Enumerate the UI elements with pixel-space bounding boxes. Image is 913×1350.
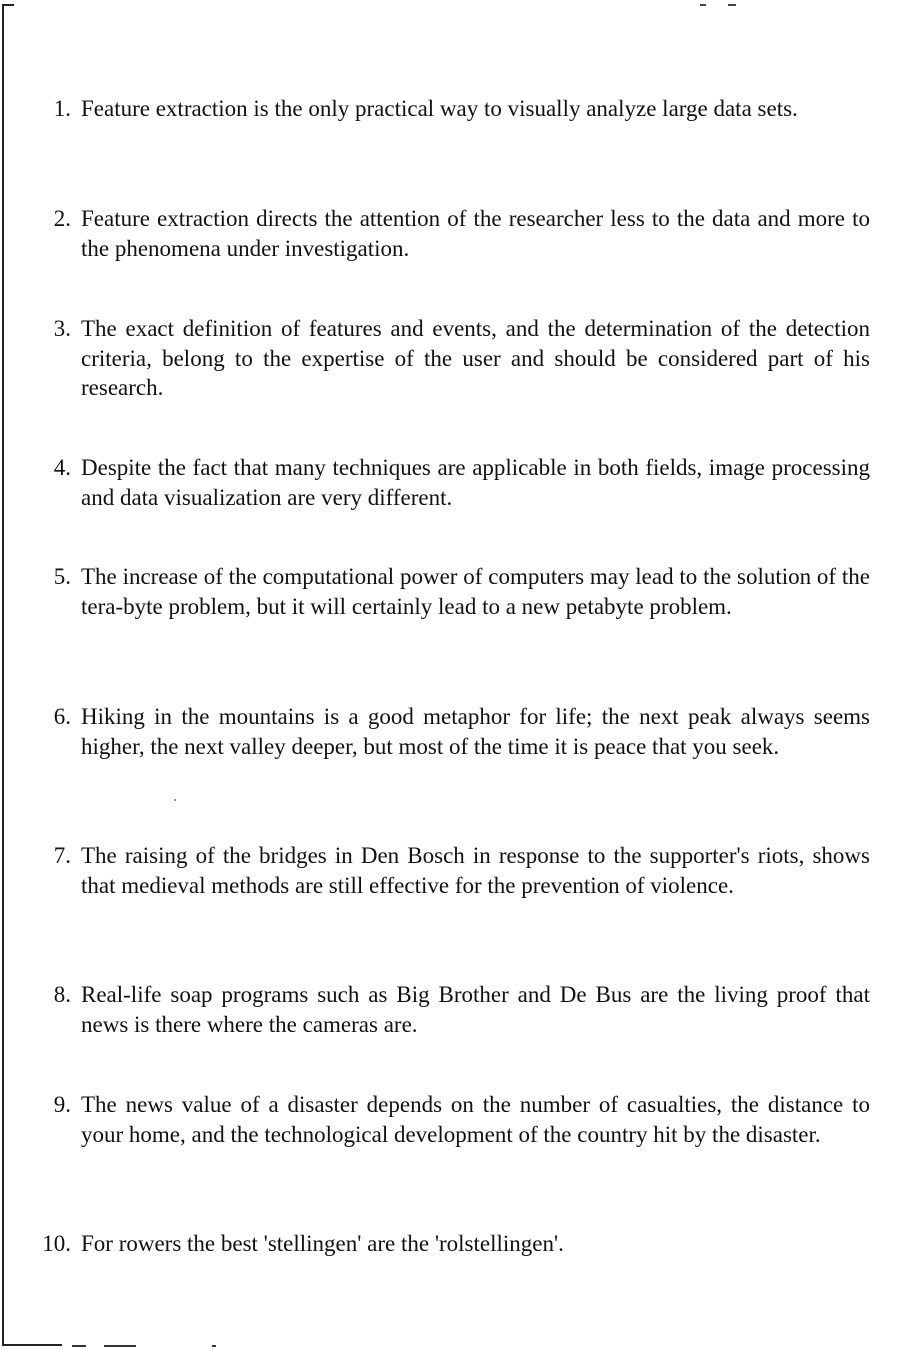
item-number: 10. — [42, 1231, 71, 1256]
item-text: Despite the fact that many techniques are applicable in both fields, image processing and data visualization are very different. — [81, 455, 870, 510]
item-text: For rowers the best 'stellingen' are the 'rolstellingen'. — [81, 1231, 564, 1256]
item-text: The raising of the bridges in Den Bosch in response to the supporter's riots, shows that medieval methods are still effective for the prevention of violence. — [81, 843, 870, 898]
item-number: 4. — [53, 455, 71, 480]
item-text: The news value of a disaster depends on the number of casualties, the distance to your home, and the technological development of the country hit by the disaster. — [81, 1092, 870, 1147]
item-text: The exact definition of features and events, and the determination of the detection criteria, belong to the expertise of the user and should be considered part of his research. — [81, 316, 870, 400]
scan-bottom-border — [2, 1344, 62, 1346]
item-number: 3. — [53, 316, 71, 341]
scan-top-corner-mark — [2, 4, 14, 6]
item-number: 1. — [53, 96, 71, 121]
item-number: 2. — [53, 206, 71, 231]
item-text: Hiking in the mountains is a good metaphor for life; the next peak always seems higher, the next valley deeper, but most of the time it is peace that you seek. — [81, 704, 870, 759]
item-text: Feature extraction is the only practical way to visually analyze large data sets. — [81, 96, 798, 121]
scan-bottom-mark — [212, 1345, 216, 1347]
scan-bottom-mark — [72, 1345, 86, 1347]
scan-top-mark — [728, 4, 736, 6]
item-number: 8. — [53, 982, 71, 1007]
item-text: Feature extraction directs the attention of the researcher less to the data and more to the phenomena under investigation. — [81, 206, 870, 261]
scan-speck — [174, 799, 176, 801]
item-text: Real-life soap programs such as Big Brother and De Bus are the living proof that news is there where the cameras are. — [81, 982, 870, 1037]
item-number: 6. — [53, 704, 71, 729]
item-number: 5. — [53, 564, 71, 589]
item-number: 9. — [53, 1092, 71, 1117]
item-number: 7. — [53, 843, 71, 868]
item-text: The increase of the computational power of computers may lead to the solution of the tera-byte problem, but it will certainly lead to a new petabyte problem. — [81, 564, 870, 619]
scan-top-mark — [700, 4, 706, 6]
scan-left-border — [2, 4, 4, 1344]
scan-bottom-mark — [104, 1345, 136, 1347]
